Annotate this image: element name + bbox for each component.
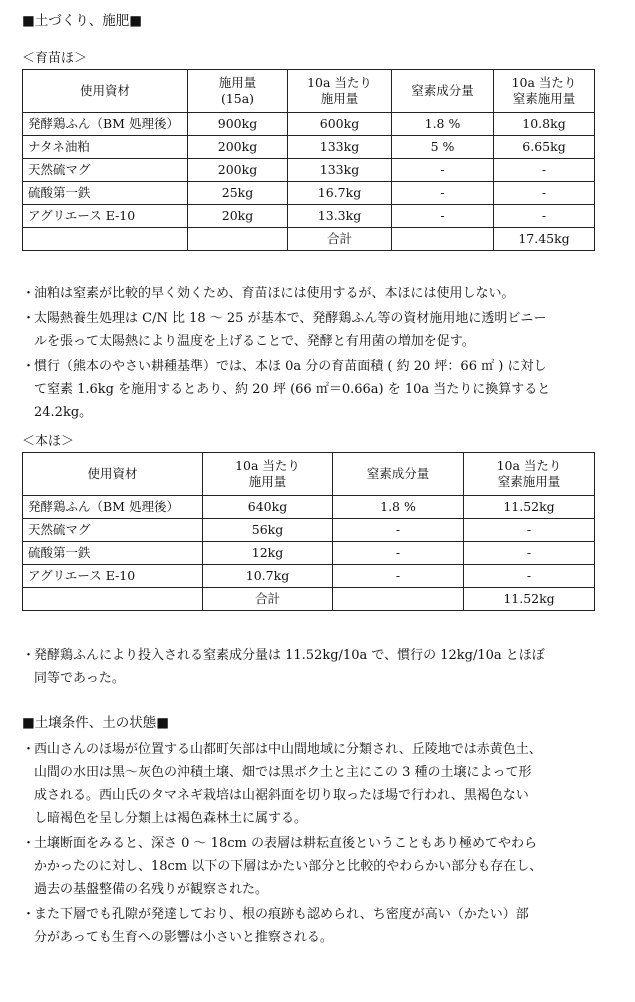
table-cell: 133kg xyxy=(288,136,392,159)
table-row xyxy=(23,182,595,205)
column-header: 10a 当たり 窒素施用量 xyxy=(494,70,595,113)
empty-cell xyxy=(23,588,203,611)
table-cell: 10.8kg xyxy=(494,113,595,136)
table-row xyxy=(23,496,595,519)
column-header: 使用資材 xyxy=(23,70,188,113)
nursery-fertilizer-table xyxy=(22,69,595,251)
column-header: 10a 当たり 施用量 xyxy=(203,453,333,496)
table-cell: 16.7kg xyxy=(288,182,392,205)
total-value: 11.52kg xyxy=(464,588,595,611)
bullet-item xyxy=(22,282,618,305)
bullet-mark: ・ xyxy=(22,836,36,851)
table-row xyxy=(23,542,595,565)
material-name-cell: ナタネ油粕 xyxy=(23,136,188,159)
column-header: 施用量 (15a) xyxy=(188,70,288,113)
table-cell: 11.52kg xyxy=(464,496,595,519)
material-name-cell: 発酵鶏ふん（BM 処理後） xyxy=(23,496,203,519)
bullet-text-line: 西山さんのほ場が位置する山都町矢部は中山間地域に分類され、丘陵地では赤黄色土、 xyxy=(34,742,542,757)
empty-cell xyxy=(188,228,288,251)
table-cell: 25kg xyxy=(188,182,288,205)
empty-cell xyxy=(333,588,464,611)
table-cell: 200kg xyxy=(188,136,288,159)
table-row xyxy=(23,113,595,136)
main-field-notes xyxy=(22,644,618,690)
material-name-cell: 天然硫マグ xyxy=(23,159,188,182)
bullet-text-line: て窒素 1.6kg を施用するとあり、約 20 坪 (66 ㎡＝0.66a) を 10a 当たりに換算すると xyxy=(34,382,551,397)
bullet-item xyxy=(22,738,618,830)
table-cell: 900kg xyxy=(188,113,288,136)
table-cell: - xyxy=(333,565,464,588)
empty-cell xyxy=(23,228,188,251)
main-field-fertilizer-table xyxy=(22,452,595,611)
bullet-item xyxy=(22,644,618,690)
table-header-row xyxy=(23,453,595,496)
bullet-item xyxy=(22,903,618,949)
soil-condition-notes xyxy=(22,738,618,949)
nursery-table-label: ＜育苗ほ＞ xyxy=(22,51,88,66)
table-row xyxy=(23,159,595,182)
column-header: 窒素成分量 xyxy=(333,453,464,496)
table-cell: - xyxy=(333,542,464,565)
table-cell: - xyxy=(464,519,595,542)
bullet-mark: ・ xyxy=(22,648,36,663)
bullet-text-line: また下層でも孔隙が発達しており、根の痕跡も認められ、ち密度が高い（かたい）部 xyxy=(34,907,529,922)
table-cell: - xyxy=(464,542,595,565)
table-cell: 5 % xyxy=(392,136,494,159)
table-cell: - xyxy=(494,159,595,182)
table-cell: 600kg xyxy=(288,113,392,136)
bullet-text-line: し暗褐色を呈し分類上は褐色森林土に属する。 xyxy=(34,811,308,826)
bullet-text-line: 慣行（熊本のやさい耕種基準）では、本ほ 0a 分の育苗面積 ( 約 20 坪：66 ㎡ ) に対し xyxy=(34,359,547,374)
bullet-text-line: 土壌断面をみると、深さ 0 ～ 18cm の表層は耕耘直後ということもあり極めてやわら xyxy=(34,836,537,851)
bullet-mark: ・ xyxy=(22,359,36,374)
total-label: 合計 xyxy=(203,588,333,611)
bullet-mark: ・ xyxy=(22,907,36,922)
table-cell: 10.7kg xyxy=(203,565,333,588)
bullet-text-line: 発酵鶏ふんにより投入される窒素成分量は 11.52kg/10a で、慣行の 12kg/10a とほぼ xyxy=(34,648,545,663)
table-cell: - xyxy=(333,519,464,542)
table-cell: - xyxy=(464,565,595,588)
bullet-mark: ・ xyxy=(22,311,36,326)
bullet-text-line: かかったのに対し、18cm 以下の下層はかたい部分と比較的やわらかい部分も存在し、 xyxy=(34,859,543,874)
material-name-cell: アグリエース E-10 xyxy=(23,565,203,588)
table-row xyxy=(23,136,595,159)
table-row xyxy=(23,519,595,542)
total-row xyxy=(23,588,595,611)
table-cell: 1.8 % xyxy=(333,496,464,519)
column-header: 窒素成分量 xyxy=(392,70,494,113)
nursery-notes xyxy=(22,282,618,424)
total-value: 17.45kg xyxy=(494,228,595,251)
table-cell: 200kg xyxy=(188,159,288,182)
table-cell: - xyxy=(392,159,494,182)
bullet-text-line: 成される。西山氏のタマネギ栽培は山裾斜面を切り取ったほ場で行われ、黒褐色ない xyxy=(34,788,529,803)
bullet-mark: ・ xyxy=(22,286,36,301)
section-heading-soil-fertilizer: ■土づくり、施肥■ xyxy=(22,13,143,29)
bullet-text-line: 24.2kg。 xyxy=(34,405,93,420)
section-heading-soil-condition: ■土壌条件、土の状態■ xyxy=(22,715,170,731)
table-cell: 12kg xyxy=(203,542,333,565)
table-cell: - xyxy=(494,182,595,205)
material-name-cell: 天然硫マグ xyxy=(23,519,203,542)
bullet-item xyxy=(22,832,618,901)
column-header: 10a 当たり 窒素施用量 xyxy=(464,453,595,496)
column-header: 使用資材 xyxy=(23,453,203,496)
table-cell: 1.8 % xyxy=(392,113,494,136)
table-header-row xyxy=(23,70,595,113)
table-cell: 13.3kg xyxy=(288,205,392,228)
table-cell: - xyxy=(494,205,595,228)
bullet-item xyxy=(22,307,618,353)
material-name-cell: 硫酸第一鉄 xyxy=(23,182,188,205)
table-cell: 133kg xyxy=(288,159,392,182)
empty-cell xyxy=(392,228,494,251)
material-name-cell: アグリエース E-10 xyxy=(23,205,188,228)
table-cell: 6.65kg xyxy=(494,136,595,159)
table-cell: - xyxy=(392,205,494,228)
table-row xyxy=(23,565,595,588)
bullet-text-line: 太陽熱養生処理は C/N 比 18 ～ 25 が基本で、発酵鶏ふん等の資材施用地に透明ビニー xyxy=(34,311,547,326)
bullet-text-line: ルを張って太陽熱により温度を上げることで、発酵と有用菌の増加を促す。 xyxy=(34,334,475,349)
main-field-table-label: ＜本ほ＞ xyxy=(22,434,75,449)
bullet-text-line: 過去の基盤整備の名残りが観察された。 xyxy=(34,882,269,897)
bullet-item xyxy=(22,355,618,424)
table-cell: 56kg xyxy=(203,519,333,542)
bullet-text-line: 分があっても生育への影響は小さいと推察される。 xyxy=(34,930,333,945)
table-cell: - xyxy=(392,182,494,205)
table-cell: 20kg xyxy=(188,205,288,228)
column-header: 10a 当たり 施用量 xyxy=(288,70,392,113)
material-name-cell: 発酵鶏ふん（BM 処理後） xyxy=(23,113,188,136)
total-label: 合計 xyxy=(288,228,392,251)
bullet-text-line: 油粕は窒素が比較的早く効くため、育苗ほには使用するが、本ほには使用しない。 xyxy=(34,286,515,301)
bullet-text-line: 山間の水田は黒～灰色の沖積土壌、畑では黒ボク土と主にこの 3 種の土壌によって形 xyxy=(34,765,532,780)
table-row xyxy=(23,205,595,228)
material-name-cell: 硫酸第一鉄 xyxy=(23,542,203,565)
total-row xyxy=(23,228,595,251)
bullet-mark: ・ xyxy=(22,742,36,757)
bullet-text-line: 同等であった。 xyxy=(34,671,125,686)
table-cell: 640kg xyxy=(203,496,333,519)
